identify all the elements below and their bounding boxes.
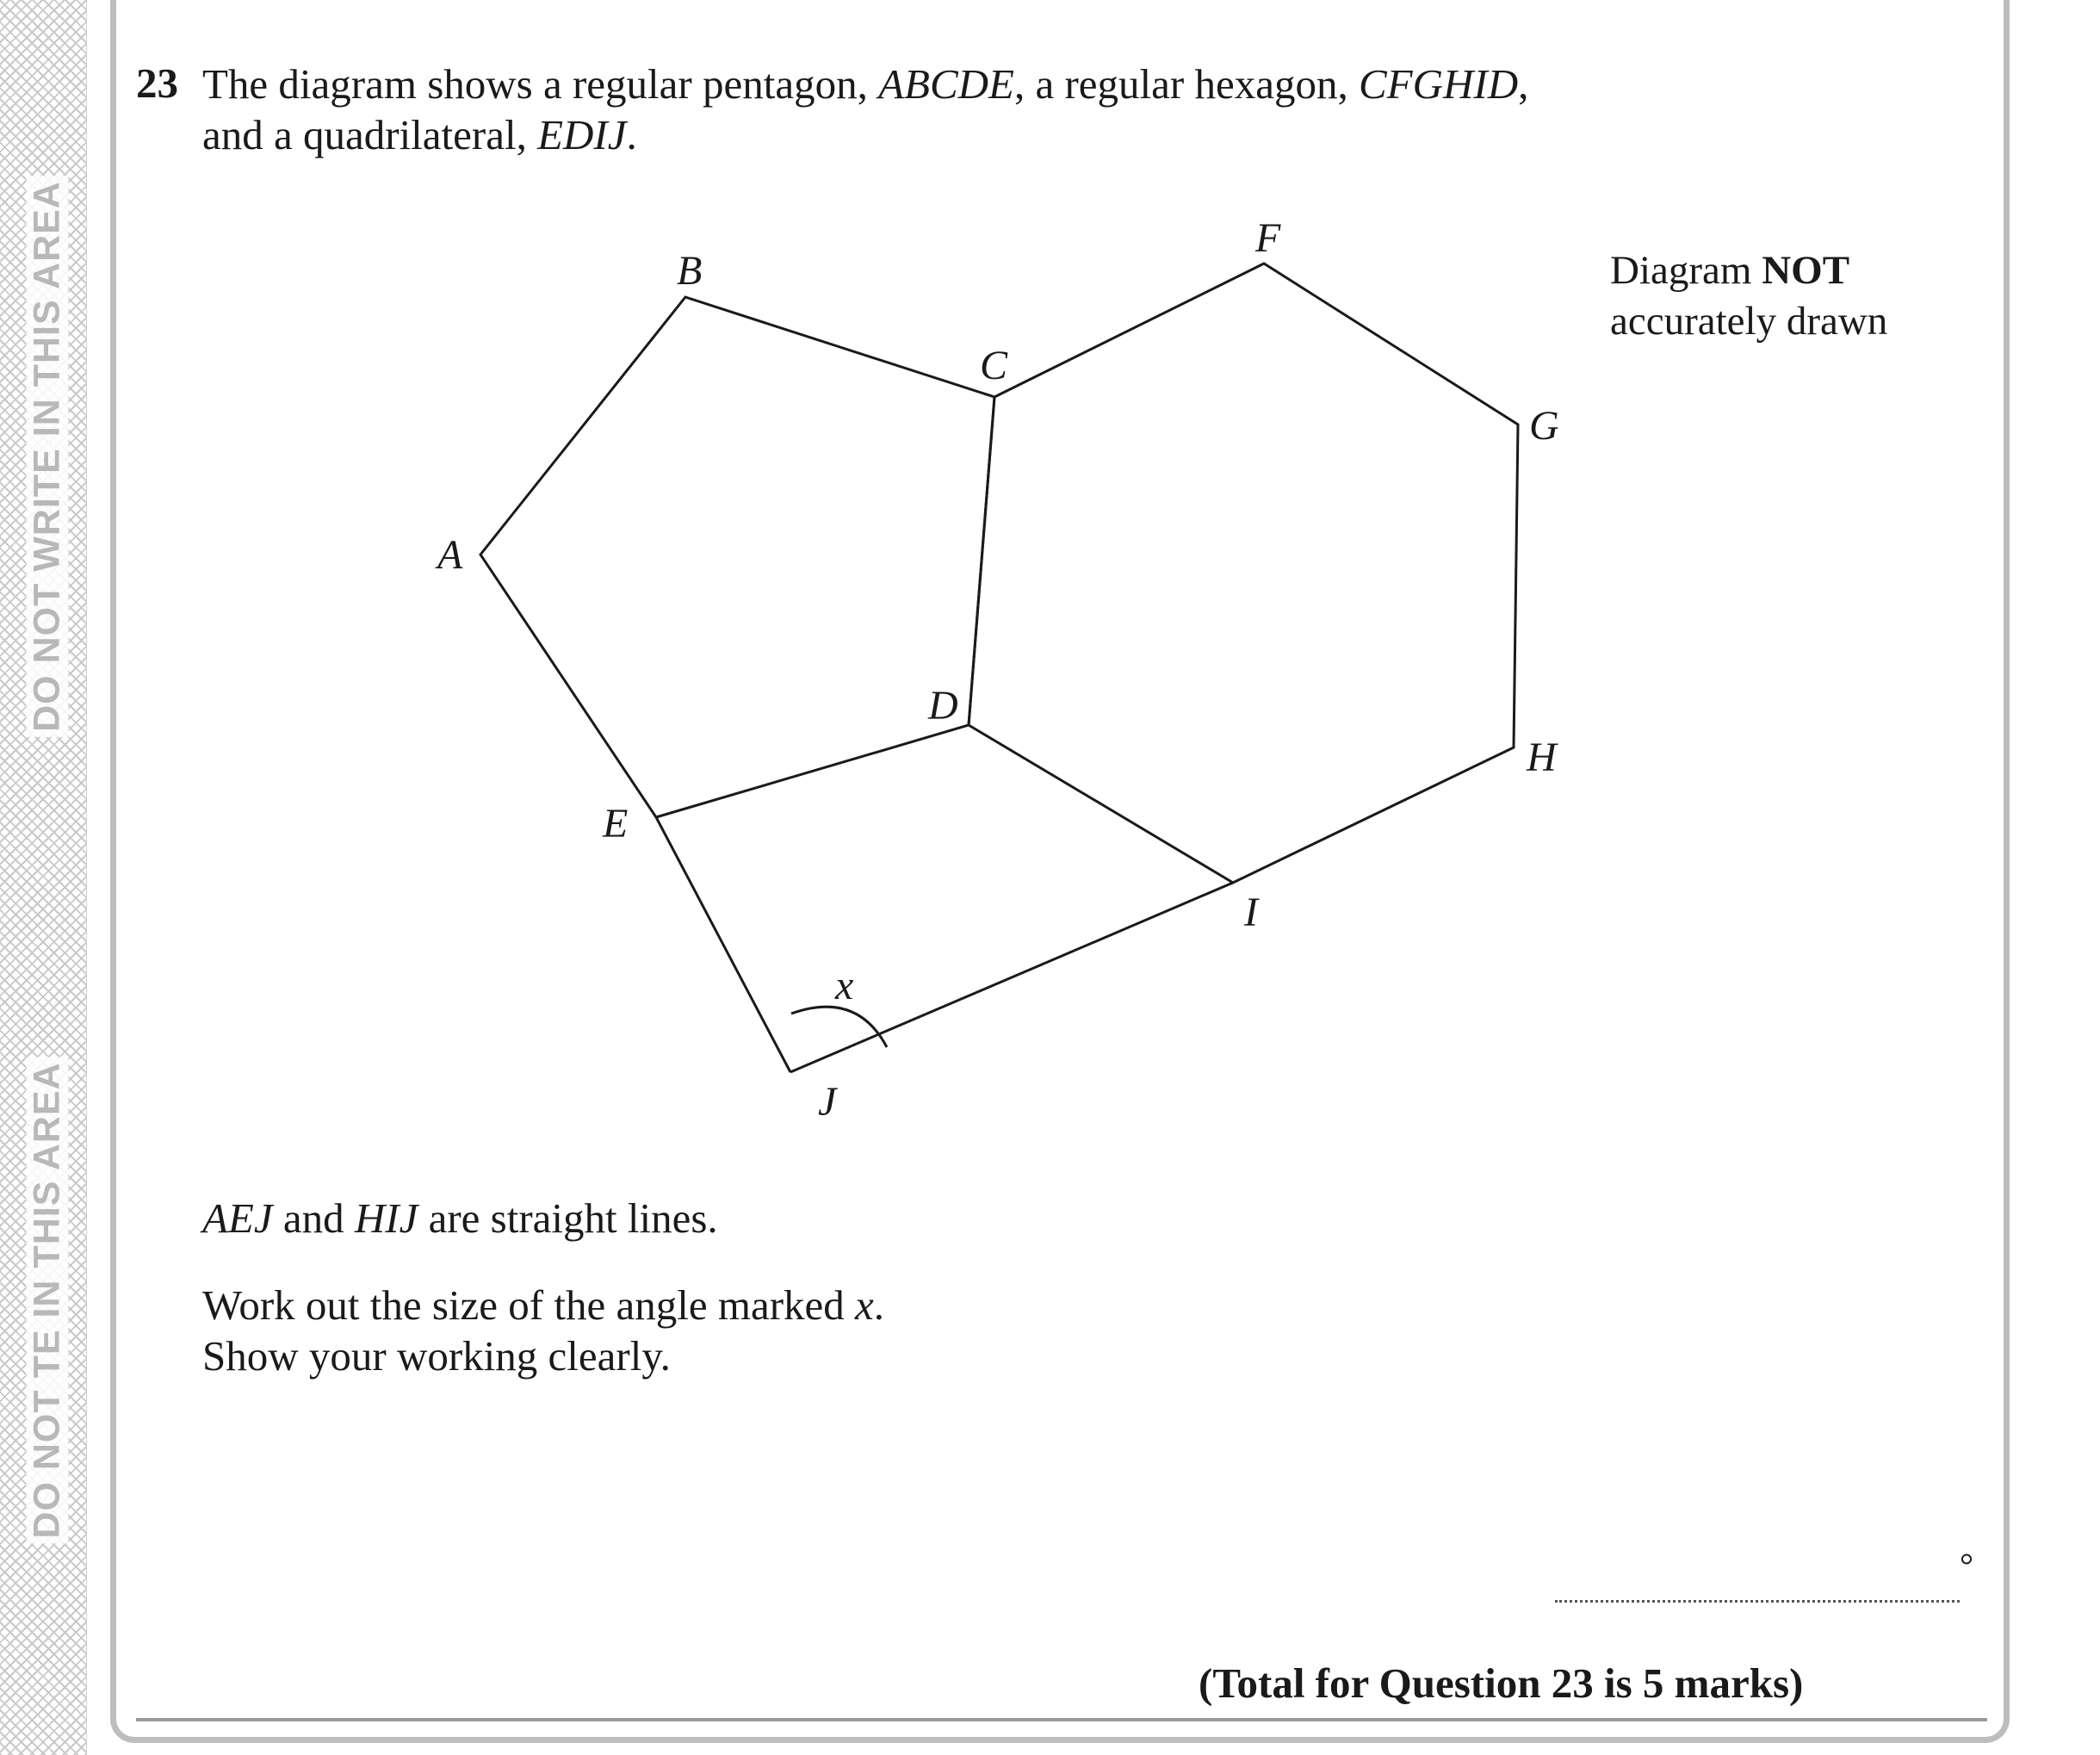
label-x: x xyxy=(835,963,854,1008)
pentagon-name: ABCDE xyxy=(878,60,1014,108)
q-text-part: . xyxy=(626,111,637,158)
q-text-part: , xyxy=(1518,60,1529,108)
label-C: C xyxy=(980,343,1008,388)
label-F: F xyxy=(1255,215,1281,261)
task-working-note: Show your working clearly. xyxy=(202,1332,671,1380)
q-text-part: and a quadrilateral, xyxy=(202,111,538,158)
total-marks: (Total for Question 23 is 5 marks) xyxy=(1199,1659,1804,1707)
statement-part: and xyxy=(272,1194,355,1242)
task-part: . xyxy=(873,1281,885,1329)
line-EJ xyxy=(656,817,790,1072)
margin-warning-top: DO NOT WRITE IN THIS AREA xyxy=(27,176,69,737)
task-part: Work out the size of the angle marked xyxy=(202,1281,856,1329)
statement-part: are straight lines. xyxy=(418,1194,718,1242)
label-H: H xyxy=(1527,735,1557,780)
line-name-HIJ: HIJ xyxy=(354,1194,418,1242)
degree-symbol: ° xyxy=(1960,1546,1973,1584)
margin-warning-bottom: DO NOT TE IN THIS AREA xyxy=(27,1057,69,1543)
pentagon-ABCDE xyxy=(480,297,994,817)
statement-straight-lines xyxy=(202,1193,718,1243)
label-E: E xyxy=(603,801,629,846)
note-emphasis: NOT xyxy=(1762,248,1850,293)
angle-variable: x xyxy=(855,1281,874,1329)
task-instruction xyxy=(202,1280,884,1381)
angle-arc-x xyxy=(791,1007,887,1047)
label-A: A xyxy=(437,532,463,578)
line-name-AEJ: AEJ xyxy=(202,1194,273,1242)
question-number: 23 xyxy=(136,59,178,107)
label-J: J xyxy=(818,1079,837,1125)
quadrilateral-name: EDIJ xyxy=(537,111,627,158)
label-D: D xyxy=(928,683,958,729)
hexagon-CFGHID xyxy=(969,264,1518,883)
label-G: G xyxy=(1529,403,1559,449)
q-text-part: , a regular hexagon, xyxy=(1013,60,1359,108)
label-B: B xyxy=(677,248,703,294)
answer-line[interactable] xyxy=(1555,1600,1960,1603)
hexagon-name: CFGHID xyxy=(1358,60,1519,108)
note-text: Diagram xyxy=(1610,248,1762,293)
label-I: I xyxy=(1244,890,1258,935)
line-IJ xyxy=(790,883,1233,1072)
note-text-line2: accurately drawn xyxy=(1610,299,1888,344)
q-text-part: The diagram shows a regular pentagon, xyxy=(202,60,879,108)
